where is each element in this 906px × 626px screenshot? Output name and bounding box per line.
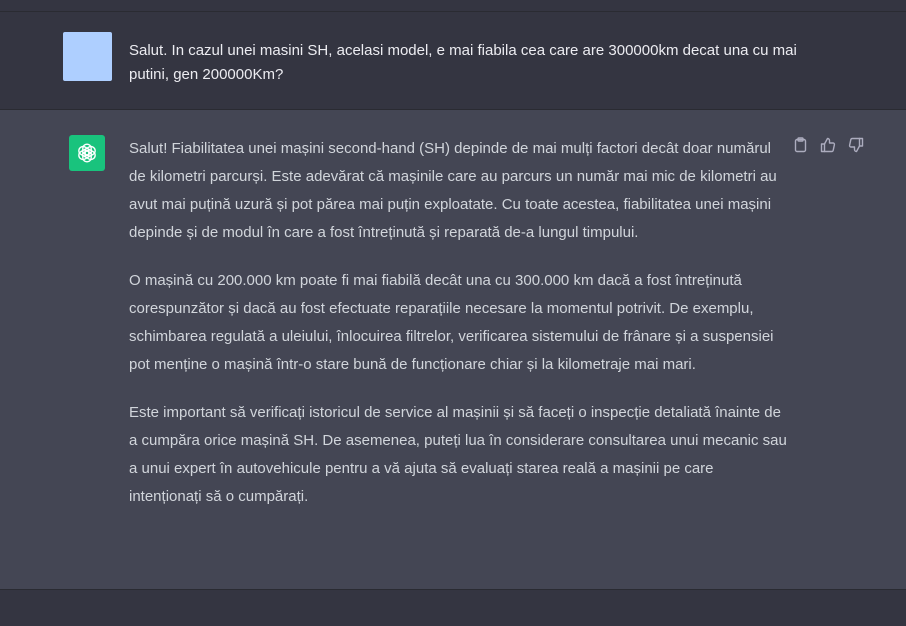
- message-actions: [792, 137, 864, 153]
- thumbs-up-icon: [820, 137, 836, 153]
- assistant-paragraph: Este important să verificați istoricul de service al mașinii și să faceți o inspecție detaliată înainte de a cumpăra orice mașină SH. De asemenea, puteți lua în considerare consultarea unui mecanic sau a unui expert în autovehicule pentru a vă ajuta să evaluați starea reală a mașinii pe care intenționați să o cumpărați.: [129, 404, 787, 505]
- user-message: [0, 12, 906, 110]
- thumbs-down-icon: [848, 137, 864, 153]
- assistant-paragraph: O mașină cu 200.000 km poate fi mai fiabilă decât una cu 300.000 km dacă a fost întreținută corespunzător și dacă au fost efectuate reparațiile necesare la momentul potrivit. De exemplu, schimbarea regulată a uleiului, înlocuirea filtrelor, verificarea sistemului de frânare și a suspensiei pot menține o mașină într-o stare bună de funcționare chiar și la kilometraje mai mari.: [129, 272, 774, 373]
- bottom-area: [0, 590, 906, 626]
- user-message-text: Salut. In cazul unei masini SH, acelasi model, e mai fiabila cea care are 300000km decat una cu mai putini, gen 200000Km?: [129, 42, 797, 83]
- assistant-message-text: [129, 135, 789, 531]
- assistant-avatar: [69, 135, 105, 171]
- thumbs-down-button[interactable]: [848, 137, 864, 153]
- assistant-message: [0, 110, 906, 590]
- user-avatar: [63, 32, 112, 81]
- copy-button[interactable]: [792, 137, 808, 153]
- top-strip: [0, 0, 906, 12]
- clipboard-icon: [793, 137, 808, 153]
- assistant-paragraph: Salut! Fiabilitatea unei mașini second-hand (SH) depinde de mai mulți factori decât doar numărul de kilometri parcurși. Este adevărat că mașinile care au parcurs un număr mai mic de kilometri au avut mai puțină uzură și pot părea mai puțin exploatate. Cu toate acestea, fiabilitatea unei mașini depinde și de modul în care a fost întreținută și reparată de-a lungul timpului.: [129, 140, 777, 241]
- thumbs-up-button[interactable]: [820, 137, 836, 153]
- openai-logo-icon: [75, 141, 99, 165]
